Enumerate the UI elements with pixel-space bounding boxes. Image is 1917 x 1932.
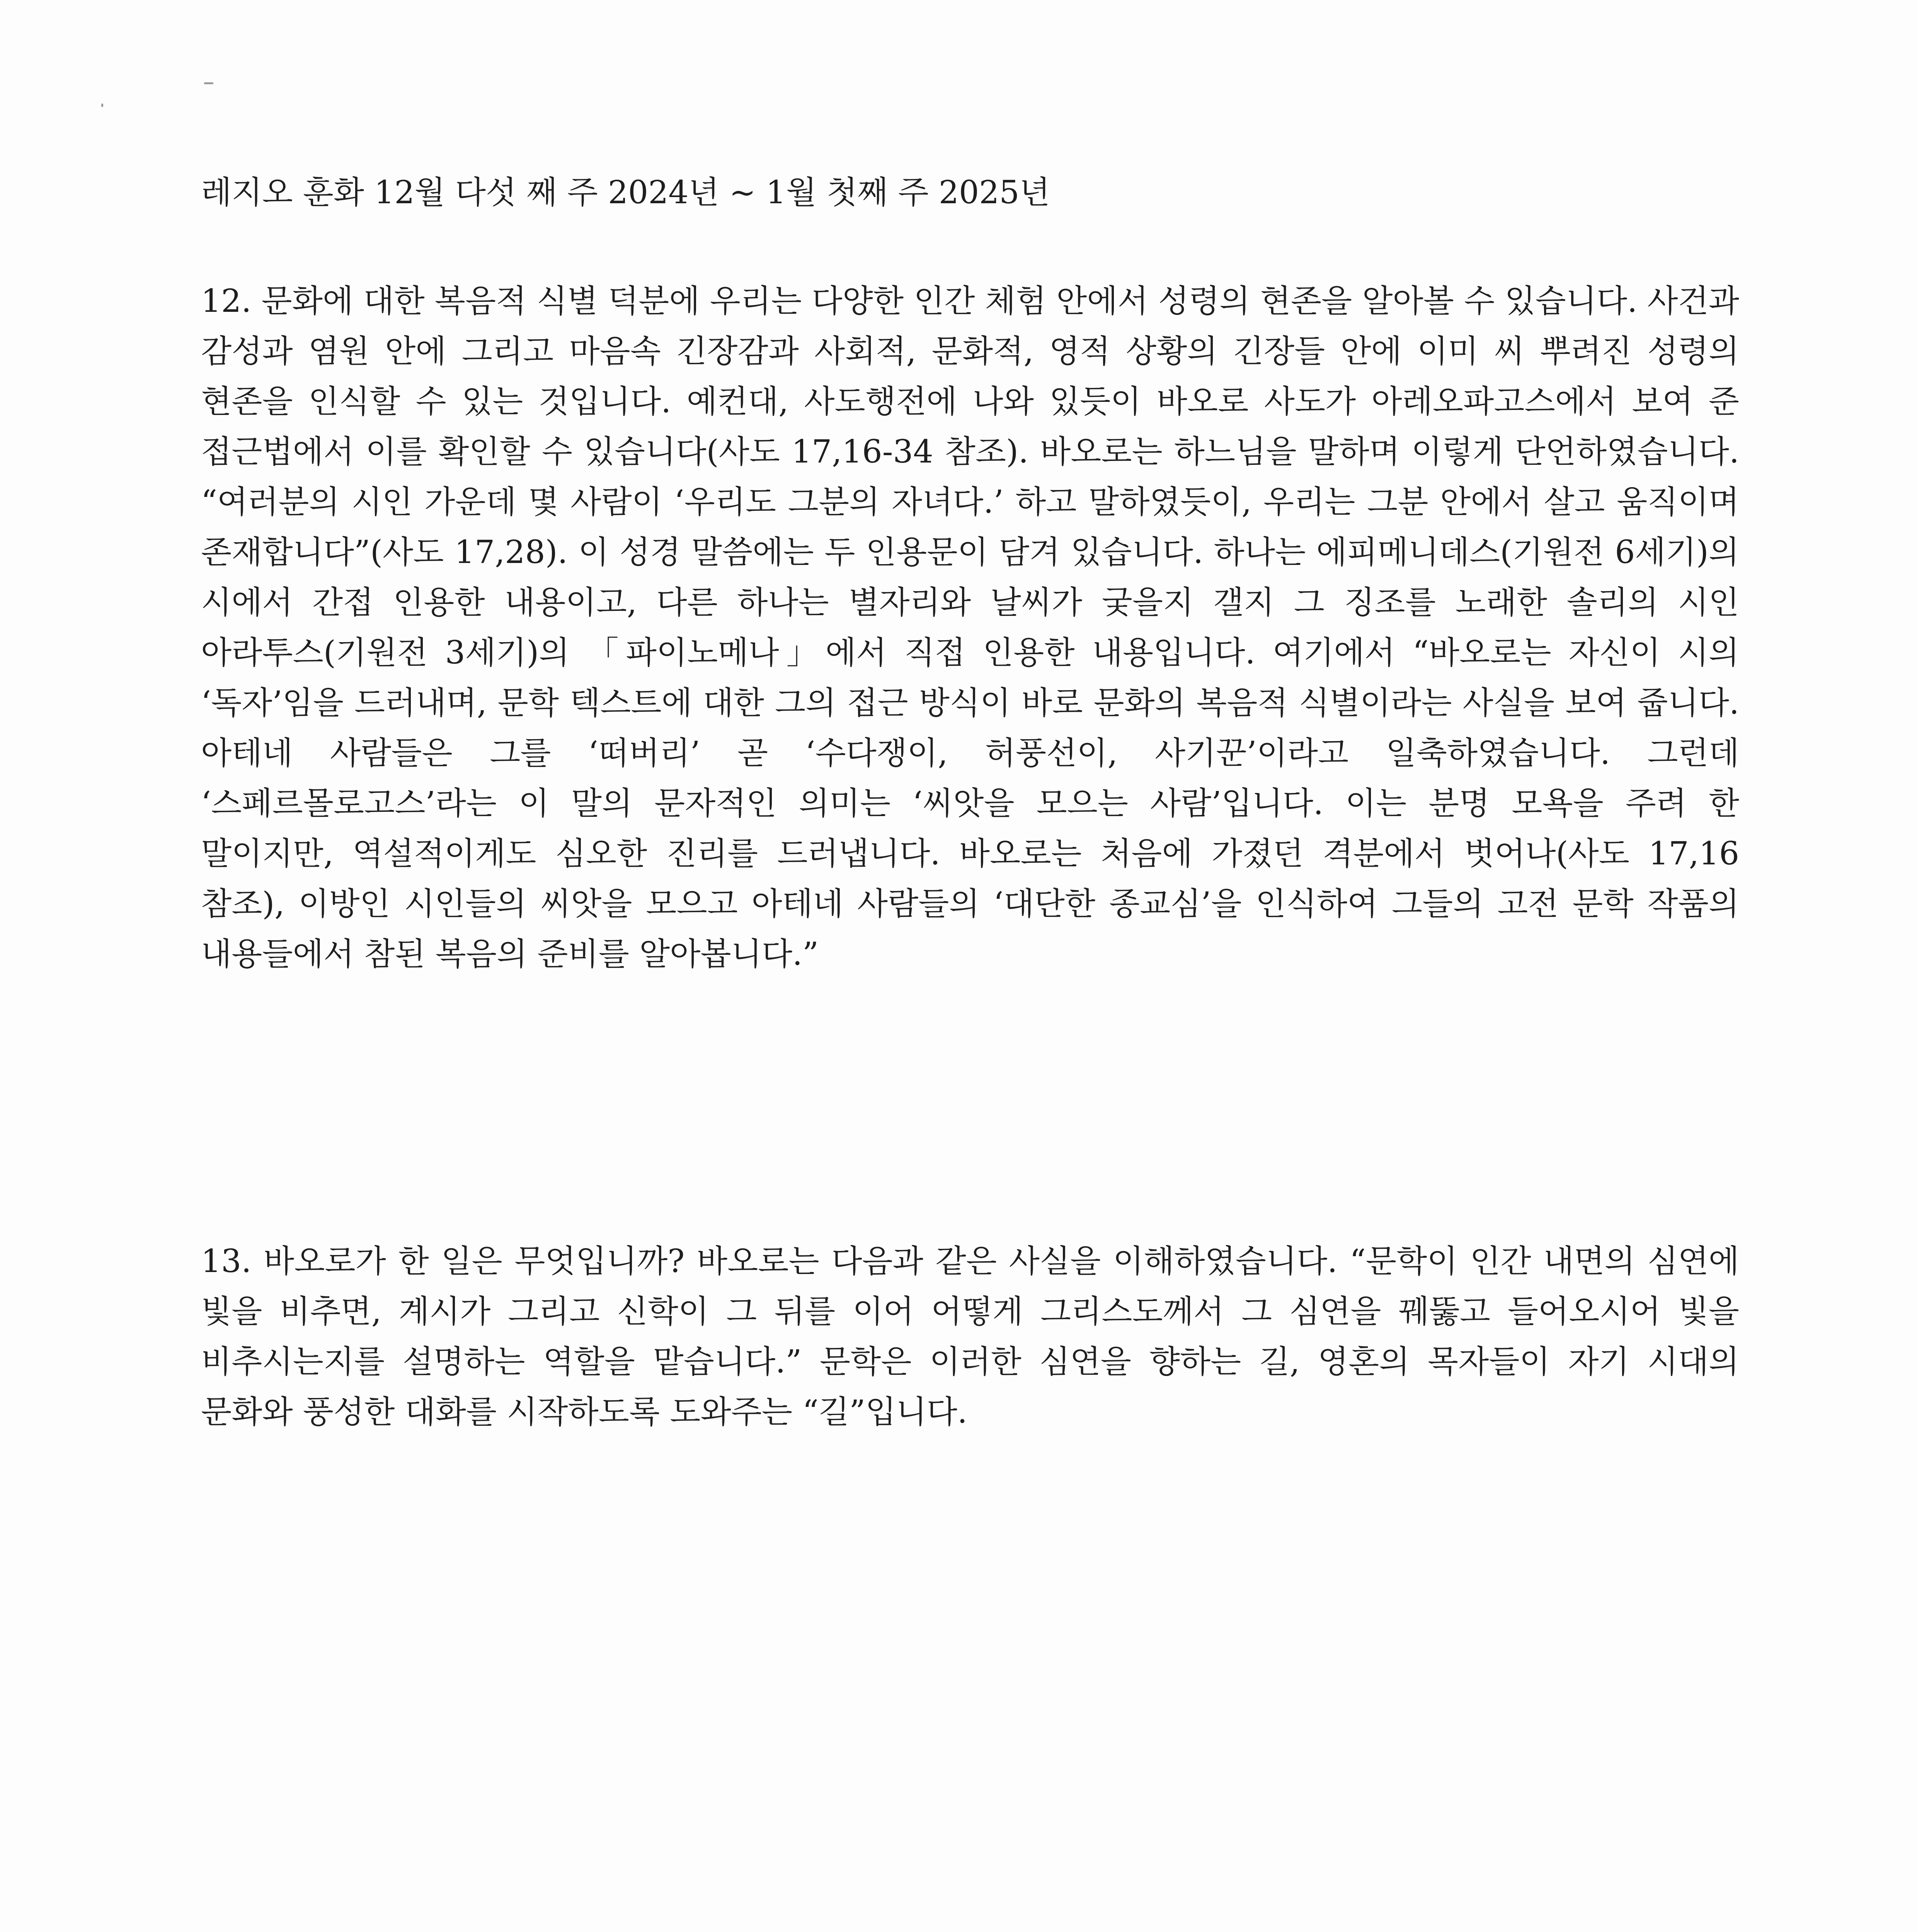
scan-speck bbox=[101, 104, 103, 107]
paragraph-12: 12. 문화에 대한 복음적 식별 덕분에 우리는 다양한 인간 체험 안에서 성령의 현존을 알아볼 수 있습니다. 사건과 감성과 염원 안에 그리고 마음속 긴장감과 사회적, 문화적, 영적 상황의 긴장들 안에 이미 씨 뿌려진 성령의 현존을 인식할 수 있는 것입니다. 예컨대, 사도행전에 나와 있듯이 바오로 사도가 아레오파고스에서 보여 준 접근법에서 이를 확인할 수 있습니다(사도 17,16-34 참조). 바오로는 하느님을 말하며 이렇게 단언하였습니다. “여러분의 시인 가운데 몇 사람이 ‘우리도 그분의 자녀다.’ 하고 말하였듯이, 우리는 그분 안에서 살고 움직이며 존재합니다”(사도 17,28). 이 성경 말씀에는 두 인용문이 담겨 있습니다. 하나는 에피메니데스(기원전 6세기)의 시에서 간접 인용한 내용이고, 다른 하나는 별자리와 날씨가 궂을지 갤지 그 징조를 노래한 솔리의 시인 아라투스(기원전 3세기)의 「파이노메나」에서 직접 인용한 내용입니다. 여기에서 “바오로는 자신이 시의 ‘독자’임을 드러내며, 문학 텍스트에 대한 그의 접근 방식이 바로 문화의 복음적 식별이라는 사실을 보여 줍니다. 아테네 사람들은 그를 ‘떠버리’ 곧 ‘수다쟁이, 허풍선이, 사기꾼’이라고 일축하였습니다. 그런데 ‘스페르몰로고스’라는 이 말의 문자적인 의미는 ‘씨앗을 모으는 사람’입니다. 이는 분명 모욕을 주려 한 말이지만, 역설적이게도 심오한 진리를 드러냅니다. 바오로는 처음에 가졌던 격분에서 벗어나(사도 17,16 참조), 이방인 시인들의 씨앗을 모으고 아테네 사람들의 ‘대단한 종교심’을 인식하여 그들의 고전 문학 작품의 내용들에서 참된 복음의 준비를 알아봅니다.” bbox=[201, 283, 1739, 973]
scan-speck bbox=[204, 82, 213, 84]
paragraph-13: 13. 바오로가 한 일은 무엇입니까? 바오로는 다음과 같은 사실을 이해하였습니다. “문학이 인간 내면의 심연에 빛을 비추면, 계시가 그리고 신학이 그 뒤를 이어 어떻게 그리스도께서 그 심연을 꿰뚫고 들어오시어 빛을 비추시는지를 설명하는 역할을 맡습니다.” 문학은 이러한 심연을 향하는 길, 영혼의 목자들이 자기 시대의 문화와 풍성한 대화를 시작하도록 도와주는 “길”입니다. bbox=[201, 1243, 1739, 1430]
document-title: 레지오 훈화 12월 다섯 째 주 2024년 ~ 1월 첫째 주 2025년 bbox=[201, 174, 1050, 211]
